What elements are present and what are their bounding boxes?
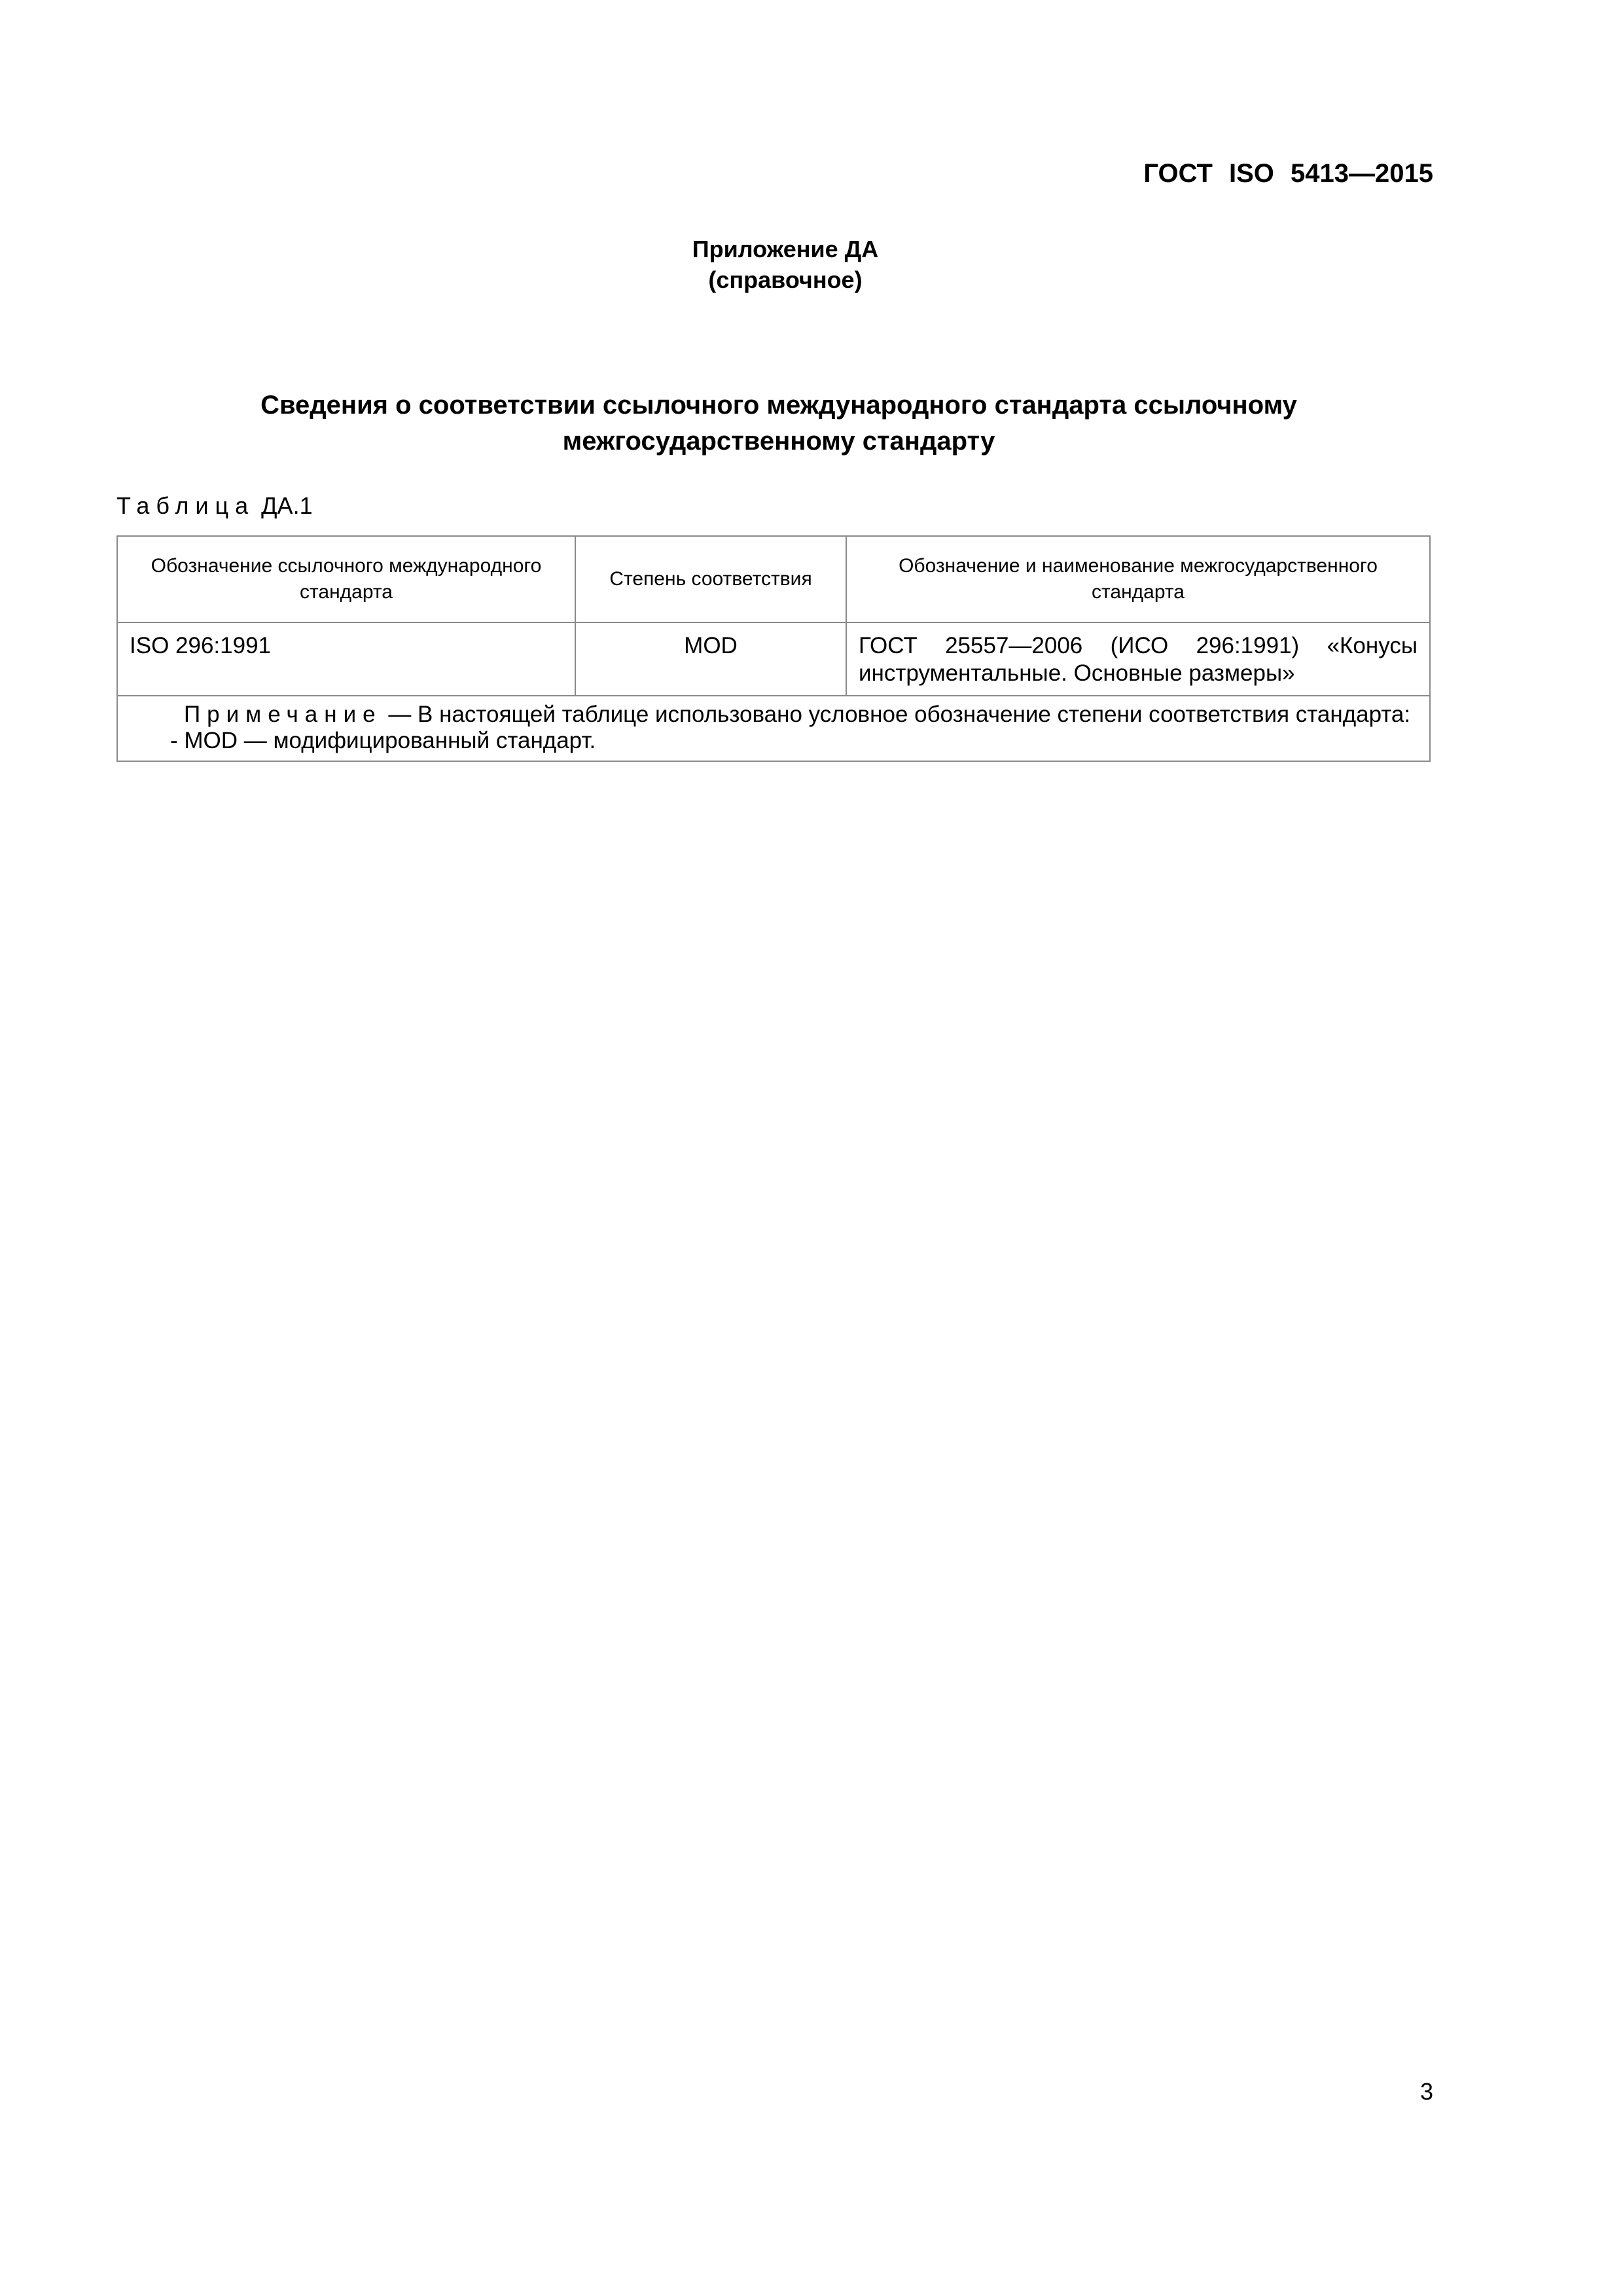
table-note-row — [117, 696, 1430, 761]
table-caption-number: ДА.1 — [261, 492, 313, 519]
cell-degree: MOD — [575, 622, 846, 696]
appendix-type: (справочное) — [708, 266, 863, 293]
cell-intl-standard: ISO 296:1991 — [117, 622, 575, 696]
cell-interstate-standard: ГОСТ 25557—2006 (ИСО 296:1991) «Конусы инструментальные. Основные размеры» — [846, 622, 1430, 696]
note-paragraph — [130, 702, 1418, 728]
appendix-title: Приложение ДА — [692, 236, 879, 262]
table-row — [117, 622, 1430, 696]
note-bullet: - MOD — модифицированный стандарт. — [170, 728, 596, 753]
table-caption — [116, 492, 313, 520]
section-title-line-2: межгосударственному стандарту — [562, 427, 995, 456]
column-header-interstate-standard: Обозначение и наименование межгосударственного стандарта — [846, 536, 1430, 622]
document-number: ГОСТ ISO 5413—2015 — [1143, 159, 1433, 188]
section-title-line-1: Сведения о соответствии ссылочного международного стандарта ссылочному — [260, 391, 1297, 420]
correspondence-table — [116, 535, 1431, 762]
table-note — [117, 696, 1430, 761]
note-text: — В настоящей таблице использовано условное обозначение степени соответствия стандарта: — [388, 702, 1411, 727]
table-header-row — [117, 536, 1430, 622]
page-number: 3 — [1419, 2078, 1433, 2105]
column-header-degree: Степень соответствия — [575, 536, 846, 622]
section-title — [118, 387, 1440, 459]
column-header-intl-standard: Обозначение ссылочного международного стандарта — [117, 536, 575, 622]
appendix-heading — [0, 234, 1571, 295]
table-caption-label: Таблица — [116, 492, 255, 519]
note-label: Примечание — [184, 702, 382, 727]
